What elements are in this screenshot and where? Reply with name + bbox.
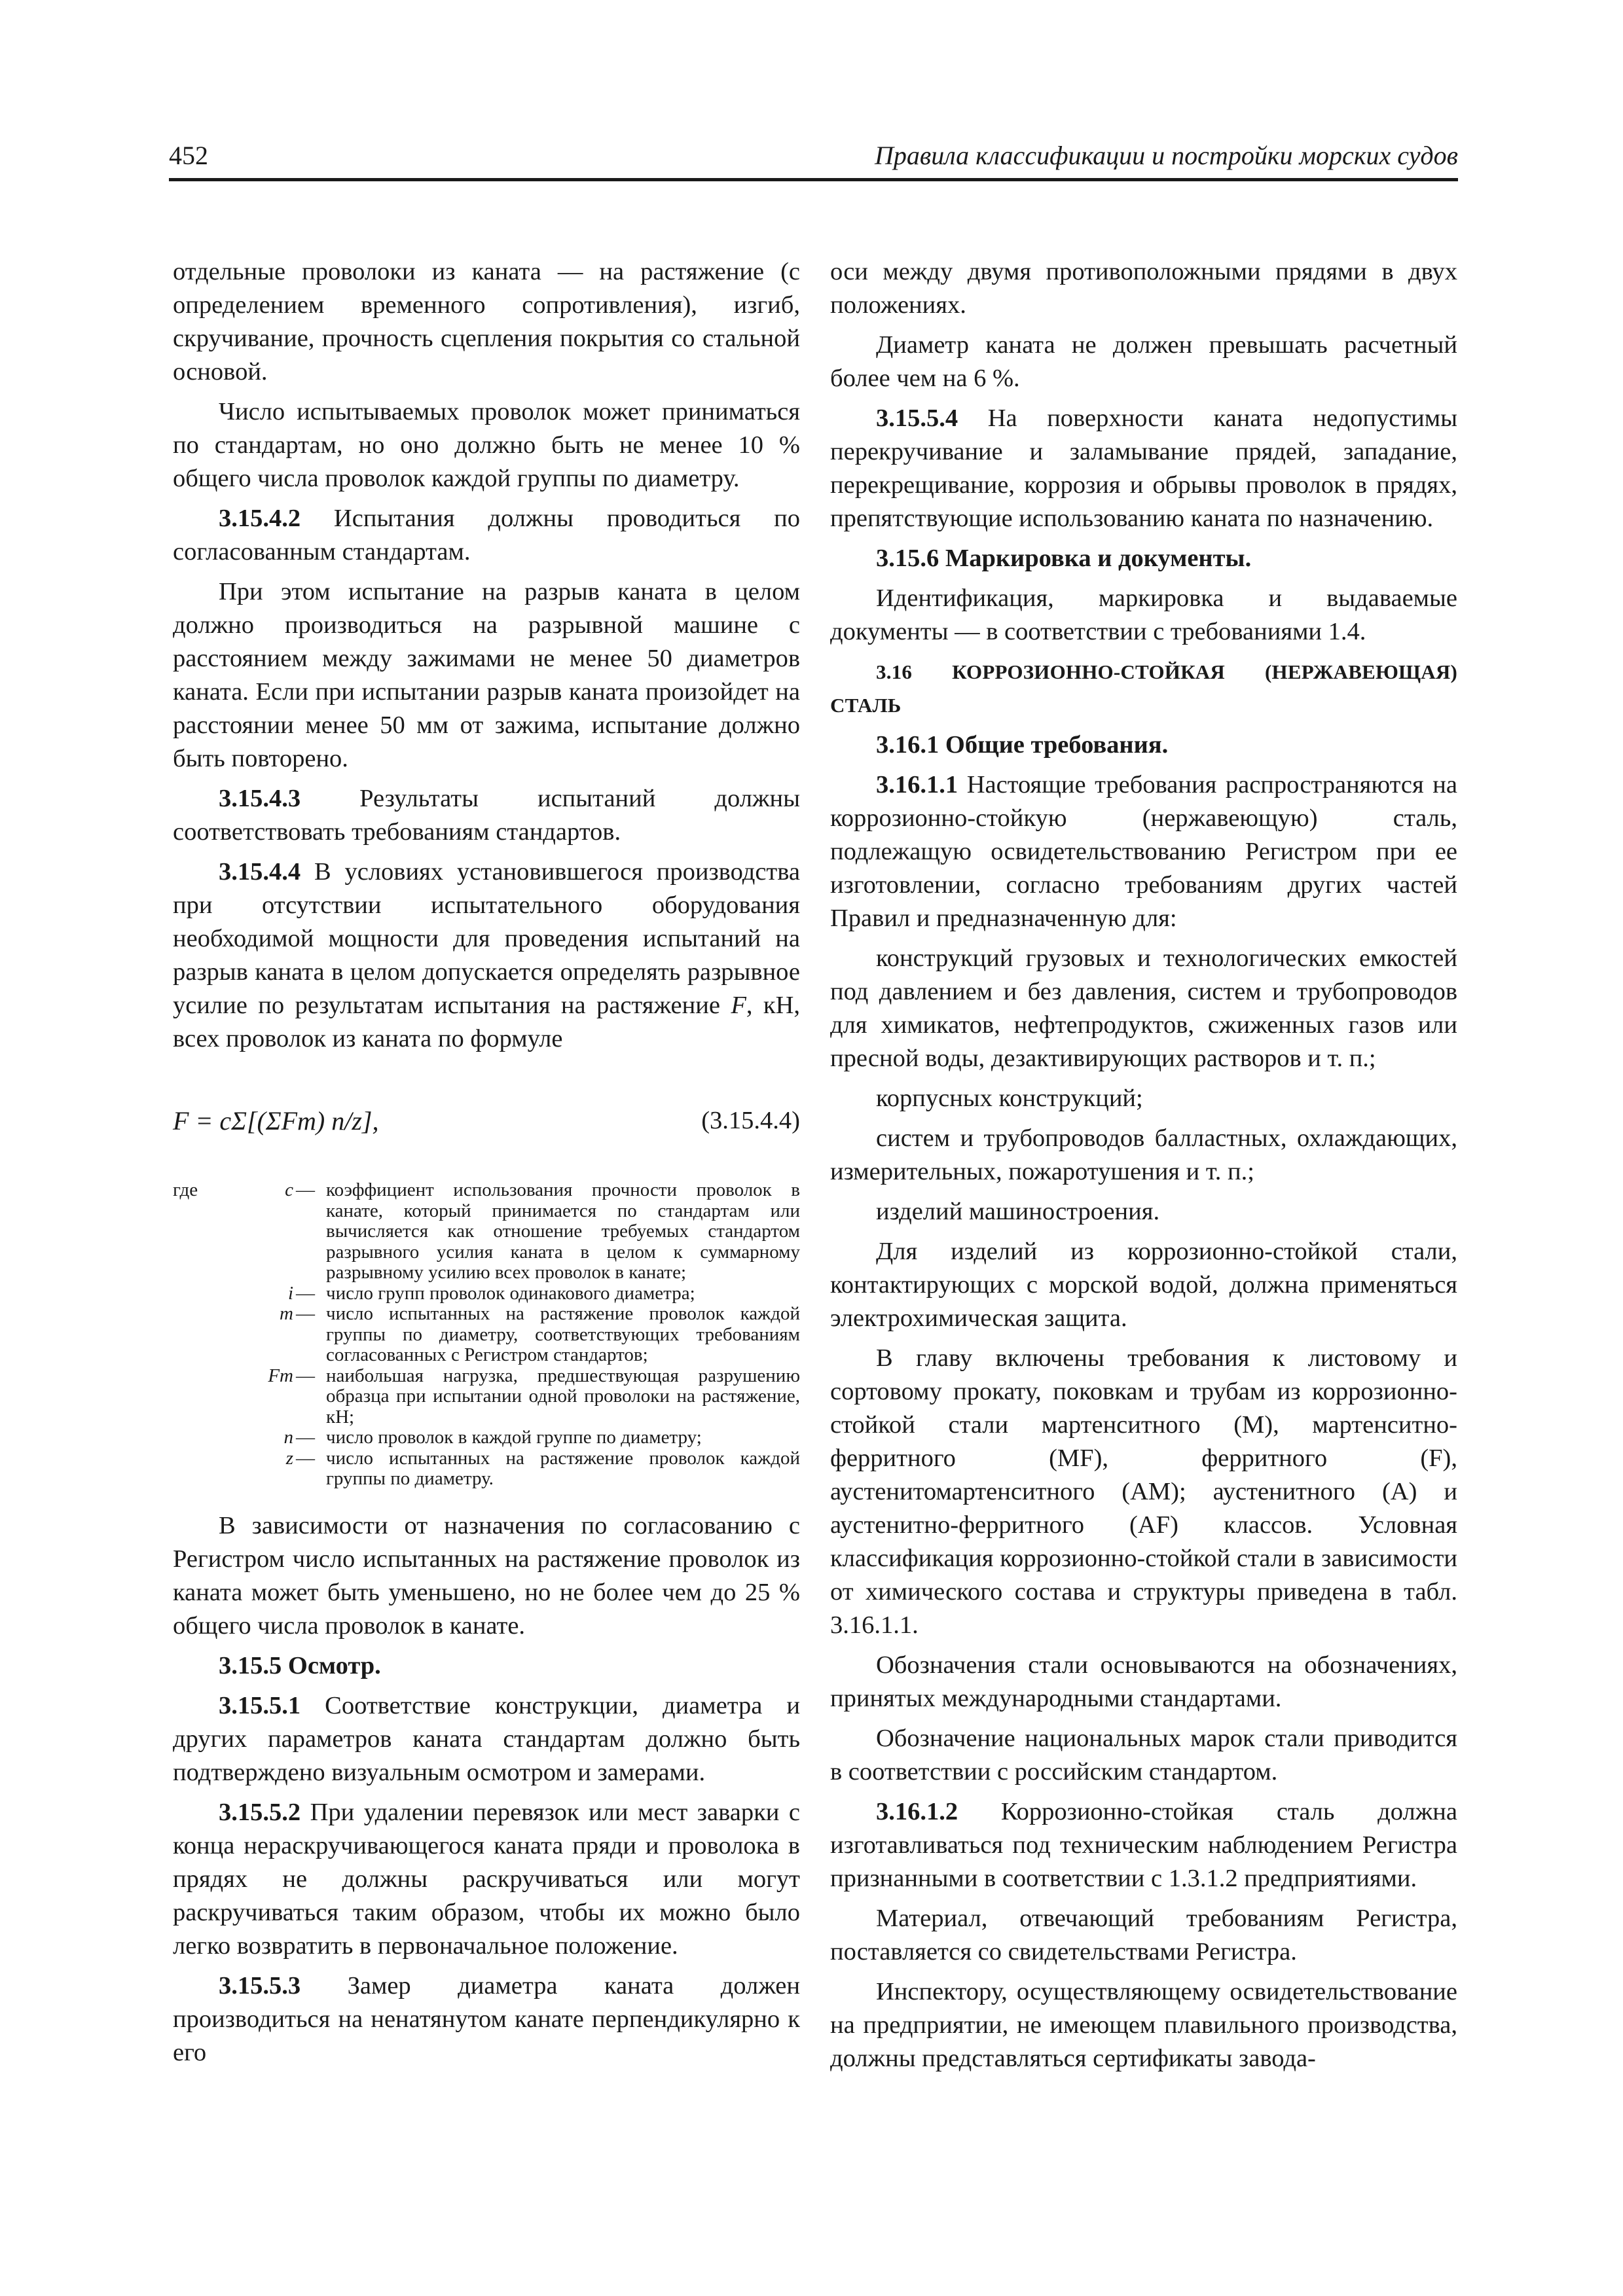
paragraph: отдельные проволоки из каната — на растяжение (с определением временного сопротивления), изгиб, скручивание, прочность сцепления покрытия со стальной основой. [173,258,800,386]
legend-dash: — [296,1179,315,1200]
clause-number: 3.15.5.2 [219,1798,301,1826]
paragraph-3-15-4-2 [173,502,800,569]
formula-legend [173,1180,800,1490]
legend-row [173,1366,800,1428]
paragraph: оси между двумя противоположными прядями в двух положениях. [830,258,1457,319]
legend-text: коэффициент использования прочности проволок в канате, который принимается по стандартам или вычисляется как отношение требуемых стандартом разрывного усилия каната в целом к суммарному разрывному усилию всех проволок в канате; [326,1179,800,1283]
legend-symbol: i [287,1282,293,1304]
legend-symbol: c [285,1179,293,1200]
formula-number: (3.15.4.4) [701,1107,800,1134]
variable-f: F [731,992,746,1019]
clause-text: , кН, всех проволок из каната по формуле [173,992,801,1052]
running-title: Правила классификации и постройки морских судов [874,141,1458,170]
paragraph: При этом испытание на разрыв каната в целом должно производиться на разрывной машине с расстоянием между зажимами не менее 50 диаметров каната. Если при испытании разрыв каната произойдет на расстоянии менее 50 мм от зажима, испытание должно быть повторено. [173,578,800,772]
paragraph: Обозначения стали основываются на обозначениях, принятых международными стандартами. [830,1651,1457,1712]
legend-where: где [173,1179,198,1200]
legend-row [173,1448,800,1490]
right-column [830,255,1457,2082]
paragraph: Инспектору, осуществляющему освидетельствование на предприятии, не имеющем плавильного производства, должны представляться сертификаты завода- [830,1978,1457,2072]
paragraph-3-15-5-2 [173,1796,800,1963]
paragraph: корпусных конструкций; [876,1085,1143,1112]
legend-dash: — [296,1447,315,1469]
paragraph: В главу включены требования к листовому и сортовому прокату, поковкам и трубам из коррозионно-стойкой стали мартенситного (M), мартенситно-ферритного (MF), ферритного (F), аустенитомартенситного (AM); аустенитного (A) и аустенитно-ферритного (AF) классов. Условная классификация коррозионно-стойкой стали в зависимости от химического состава и структуры приведена в табл. 3.16.1.1. [830,1344,1457,1639]
clause-number: 3.15.4.3 [219,785,301,812]
paragraph-3-15-5-4 [830,402,1457,535]
paragraph-3-15-4-4 [173,855,800,1056]
clause-text: На поверхности каната недопустимы перекручивание и заламывание прядей, западание, перекрещивание, коррозия и обрывы проволок в прядях, препятствующие использованию каната по назначению. [830,404,1457,532]
legend-text: число испытанных на растяжение проволок каждой группы по диаметру, соответствующих требованиям согласованных с Регистром стандартов; [326,1303,800,1365]
legend-row [173,1283,800,1304]
legend-text: число проволок в каждой группе по диаметру; [326,1427,702,1448]
clause-number: 3.15.4.2 [219,505,301,532]
paragraph: конструкций грузовых и технологических емкостей под давлением и без давления, систем и трубопроводов для химикатов, нефтепродуктов, сжиженных газов или пресной воды, дезактивирующих растворов и т. п.; [830,944,1457,1072]
legend-symbol: n [283,1427,293,1448]
legend-symbol: Fm [268,1365,293,1386]
paragraph: Для изделий из коррозионно-стойкой стали, контактирующих с морской водой, должна применяться электрохимическая защита. [830,1238,1457,1332]
clause-number: 3.15.5.1 [219,1691,301,1719]
legend-row [173,1180,800,1283]
clause-text: Испытания должны проводиться по согласованным стандартам. [173,505,800,565]
paragraph: Идентификация, маркировка и выдаваемые документы — в соответствии с требованиями 1.4. [830,584,1457,645]
clause-text: При удалении перевязок или мест заварки с конца нераскручивающегося каната пряди и проволока в прядях не должны раскручиваться или могут раскручиваться таким образом, чтобы их можно было легко возвратить в первоначальное положение. [173,1798,800,1960]
clause-number: 3.15.4.4 [219,858,301,886]
clause-number: 3.15.5.3 [219,1971,301,2000]
legend-text: наибольшая нагрузка, предшествующая разрушению образца при испытании одной проволоки на растяжение, кН; [326,1365,800,1427]
paragraph-3-15-4-3 [173,782,800,849]
paragraph: В зависимости от назначения по согласованию с Регистром число испытанных на растяжение проволок из каната может быть уменьшено, но не более чем до 25 % общего числа проволок в канате. [173,1511,800,1640]
paragraph-3-15-5-3 [173,1969,800,2070]
clause-text: Результаты испытаний должны соответствовать требованиям стандартов. [173,785,800,846]
legend-text: число групп проволок одинакового диаметра; [326,1282,695,1304]
paragraph: Число испытываемых проволок может приниматься по стандартам, но оно должно быть не менее 10 % общего числа проволок каждой группы по диаметру. [173,398,800,492]
paragraph-3-16-1-1 [830,768,1457,935]
legend-dash: — [296,1365,315,1386]
paragraph: изделий машиностроения. [876,1198,1160,1225]
clause-number: 3.16.1.1 [876,771,958,798]
clause-text: Соответствие конструкции, диаметра и других параметров каната стандартам должно быть подтверждено визуальным осмотром и замерами. [173,1691,800,1786]
paragraph-3-15-5-1 [173,1689,800,1789]
legend-symbol: z [285,1447,293,1469]
page-number: 452 [169,141,208,170]
legend-dash: — [296,1303,315,1324]
clause-text: В условиях установившегося производства при отсутствии испытательного оборудования необходимой мощности для проведения испытаний на разрыв каната в целом допускается определять разрывное усилие по результатам испытания на растяжение [173,858,800,1019]
clause-text: Замер диаметра каната должен производиться на ненатянутом канате перпендикулярно к его [173,1971,800,2066]
clause-number: 3.15.5.4 [876,404,958,432]
legend-symbol: m [280,1303,293,1324]
legend-row [173,1427,800,1448]
left-column [173,255,800,2076]
legend-row [173,1304,800,1366]
clause-text: Настоящие требования распространяются на коррозионно-стойкую (нержавеющую) сталь, подлежащую освидетельствованию Регистром при ее изготовлении, согласно требованиям других частей Правил и предназначенную для: [830,771,1457,932]
formula-block [173,1078,800,1157]
subsection-heading-3-16-1: 3.16.1 Общие требования. [876,731,1169,759]
paragraph: систем и трубопроводов балластных, охлаждающих, измерительных, пожаротушения и т. п.; [830,1124,1457,1185]
clause-number: 3.16.1.2 [876,1798,958,1825]
legend-dash: — [296,1282,315,1304]
paragraph: Обозначение национальных марок стали приводится в соответствии с российским стандартом. [830,1725,1457,1785]
subsection-heading-3-15-5: 3.15.5 Осмотр. [219,1651,381,1679]
paragraph: Материал, отвечающий требованиям Регистра, поставляется со свидетельствами Регистра. [830,1905,1457,1965]
legend-text: число испытанных на растяжение проволок каждой группы по диаметру. [326,1447,800,1489]
header-rule [169,178,1458,181]
clause-text: Коррозионно-стойкая сталь должна изготавливаться под техническим наблюдением Регистра признанными в соответствии с 1.3.1.2 предприятиями. [830,1798,1457,1892]
legend-dash: — [296,1427,315,1448]
formula-expression: F = cΣ[(ΣFm) n/z], [173,1106,379,1136]
paragraph-3-16-1-2 [830,1795,1457,1895]
paragraph: Диаметр каната не должен превышать расчетный более чем на 6 %. [830,331,1457,392]
subsection-heading-3-15-6: 3.15.6 Маркировка и документы. [876,545,1252,572]
section-heading-3-16: 3.16 КОРРОЗИОННО-СТОЙКАЯ (НЕРЖАВЕЮЩАЯ) СТАЛЬ [830,660,1457,717]
